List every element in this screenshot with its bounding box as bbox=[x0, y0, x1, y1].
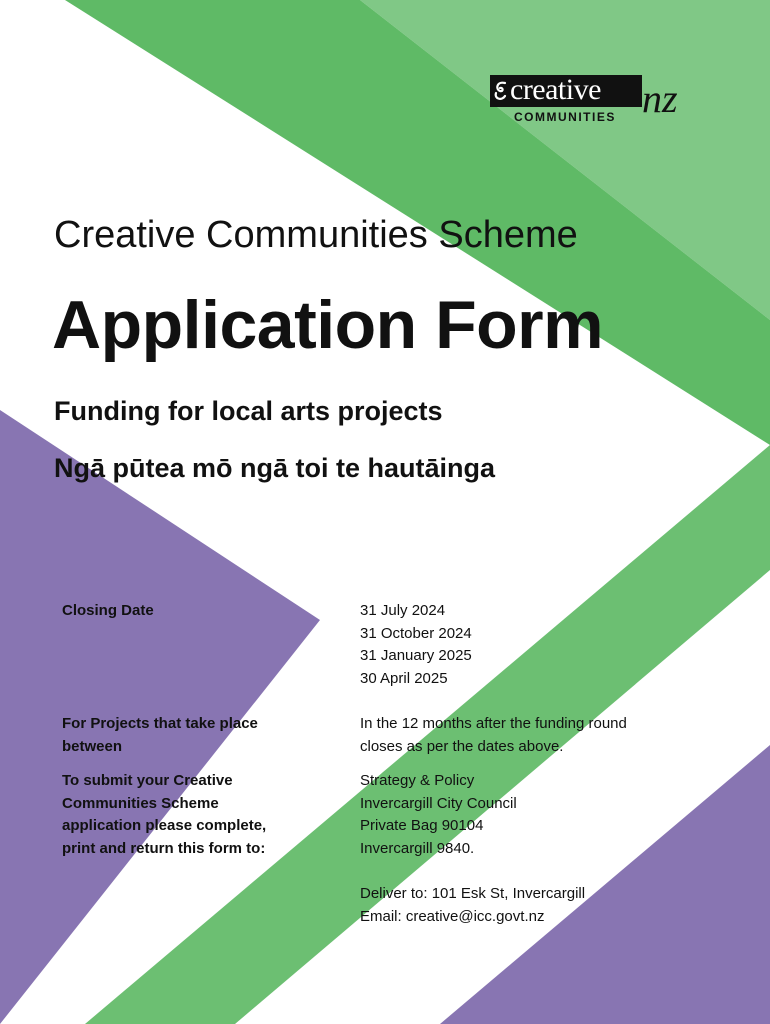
closing-date-label: Closing Date bbox=[62, 602, 154, 619]
logo-word: creative bbox=[510, 73, 601, 106]
deliver-address: Deliver to: 101 Esk St, Invercargill bbox=[360, 885, 586, 902]
subtitle-maori: Ngā pūtea mō ngā toi te hautāinga bbox=[54, 453, 496, 483]
submit-label bbox=[62, 770, 322, 860]
projects-value-line-2: closes as per the dates above. bbox=[360, 737, 564, 755]
scheme-title: Creative Communities Scheme bbox=[54, 214, 578, 256]
closing-date-2: 31 October 2024 bbox=[360, 624, 472, 642]
creative-nz-logo bbox=[490, 75, 725, 130]
koru-swirl-icon bbox=[492, 79, 508, 103]
logo-wordmark-box bbox=[490, 75, 642, 107]
closing-date-3: 31 January 2025 bbox=[360, 647, 472, 664]
logo-nz-suffix: nz bbox=[642, 76, 678, 121]
address-line-1: Strategy & Policy bbox=[360, 772, 475, 789]
subtitle-english: Funding for local arts projects bbox=[54, 396, 443, 426]
submit-label-line-3: application please complete, bbox=[62, 817, 267, 834]
closing-date-1: 31 July 2024 bbox=[360, 602, 446, 619]
submit-label-line-4: print and return this form to: bbox=[62, 839, 266, 857]
closing-dates bbox=[360, 600, 740, 690]
projects-value-line-1: In the 12 months after the funding round bbox=[360, 715, 627, 732]
projects-label-line-1: For Projects that take place bbox=[62, 715, 258, 732]
address-line-4: Invercargill 9840. bbox=[360, 839, 475, 857]
deliver-block bbox=[360, 883, 740, 928]
logo-subtitle: COMMUNITIES bbox=[514, 110, 616, 124]
address-line-2: Invercargill City Council bbox=[360, 794, 517, 812]
projects-value bbox=[360, 713, 740, 758]
closing-date-4: 30 April 2025 bbox=[360, 669, 448, 687]
address-line-3: Private Bag 90104 bbox=[360, 817, 484, 834]
projects-label bbox=[62, 713, 322, 758]
submit-label-line-2: Communities Scheme bbox=[62, 794, 219, 812]
contact-email: Email: creative@icc.govt.nz bbox=[360, 907, 545, 925]
submit-label-line-1: To submit your Creative bbox=[62, 772, 233, 789]
projects-label-line-2: between bbox=[62, 737, 123, 755]
submit-address bbox=[360, 770, 740, 860]
page-title: Application Form bbox=[52, 287, 604, 363]
